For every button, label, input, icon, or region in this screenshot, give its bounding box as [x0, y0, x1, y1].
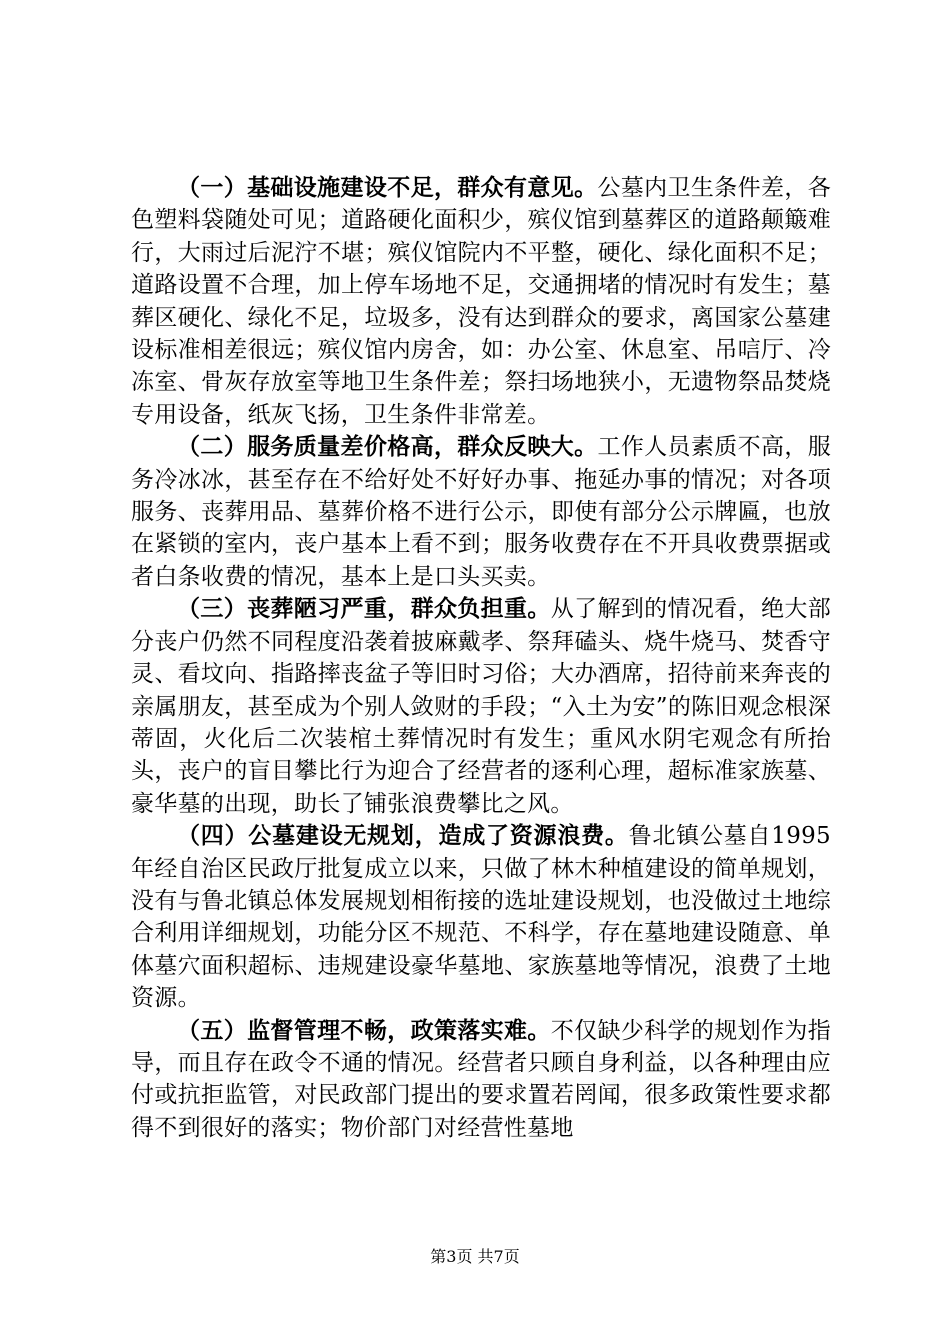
paragraph-1-text: 公墓内卫生条件差，各色塑料袋随处可见；道路硬化面积少，殡仪馆到墓葬区的道路颠簸难行，大雨过后泥泞不堪；殡仪馆院内不平整，硬化、绿化面积不足；道路设置不合理，加上停车场地不足，交通拥堵的情况时有发生；墓葬区硬化、绿化不足，垃圾多，没有达到群众的要求，离国家公墓建设标准相差很远；殡仪馆内房舍，如：办公室、休息室、吊唁厅、冷冻室、骨灰存放室等地卫生条件差；祭扫场地狭小，无遗物祭品焚烧专用设备，纸灰飞扬，卫生条件非常差。: [131, 175, 831, 428]
paragraph-4-heading: （四）公墓建设无规划，造成了资源浪费。: [177, 823, 629, 850]
paragraph-3: [131, 593, 831, 820]
paragraph-2: [131, 431, 831, 593]
paragraph-2-heading: （二）服务质量差价格高，群众反映大。: [177, 434, 598, 461]
page-footer: 第3页 共7页: [430, 1247, 520, 1266]
document-body: [131, 172, 831, 1144]
paragraph-1-heading: （一）基础设施建设不足，群众有意见。: [177, 175, 598, 201]
paragraph-5-heading: （五）监督管理不畅，政策落实难。: [177, 1017, 551, 1044]
paragraph-4: [131, 820, 831, 1014]
paragraph-5: [131, 1015, 831, 1145]
paragraph-5-text: 不仅缺少科学的规划作为指导，而且存在政令不通的情况。经营者只顾自身利益，以各种理由应付或抗拒监管，对民政部门提出的要求置若罔闻，很多政策性要求都得不到很好的落实；物价部门对经营性墓地: [131, 1017, 831, 1141]
paragraph-3-text: 从了解到的情况看，绝大部分丧户仍然不同程度沿袭着披麻戴孝、祭拜磕头、烧牛烧马、焚香守灵、看坟向、指路摔丧盆子等旧时习俗；大办酒席，招待前来奔丧的亲属朋友，甚至成为个别人敛财的手段；“入土为安”的陈旧观念根深蒂固，火化后二次装棺土葬情况时有发生；重风水阴宅观念有所抬头，丧户的盲目攀比行为迎合了经营者的逐利心理，超标准家族墓、豪华墓的出现，助长了铺张浪费攀比之风。: [131, 596, 831, 817]
paragraph-4-text: 鲁北镇公墓自1995年经自治区民政厅批复成立以来，只做了林木种植建设的简单规划，没有与鲁北镇总体发展规划相衔接的选址建设规划，也没做过土地综合利用详细规划，功能分区不规范、不科学，存在墓地建设随意、单体墓穴面积超标、违规建设豪华墓地、家族墓地等情况，浪费了土地资源。: [131, 823, 831, 1012]
paragraph-3-heading: （三）丧葬陋习严重，群众负担重。: [177, 596, 551, 623]
paragraph-1: [131, 172, 831, 431]
paragraph-2-text: 工作人员素质不高，服务冷冰冰，甚至存在不给好处不好好办事、拖延办事的情况；对各项服务、丧葬用品、墓葬价格不进行公示，即使有部分公示牌匾，也放在紧锁的室内，丧户基本上看不到；服务收费存在不开具收费票据或者白条收费的情况，基本上是口头买卖。: [131, 434, 831, 590]
